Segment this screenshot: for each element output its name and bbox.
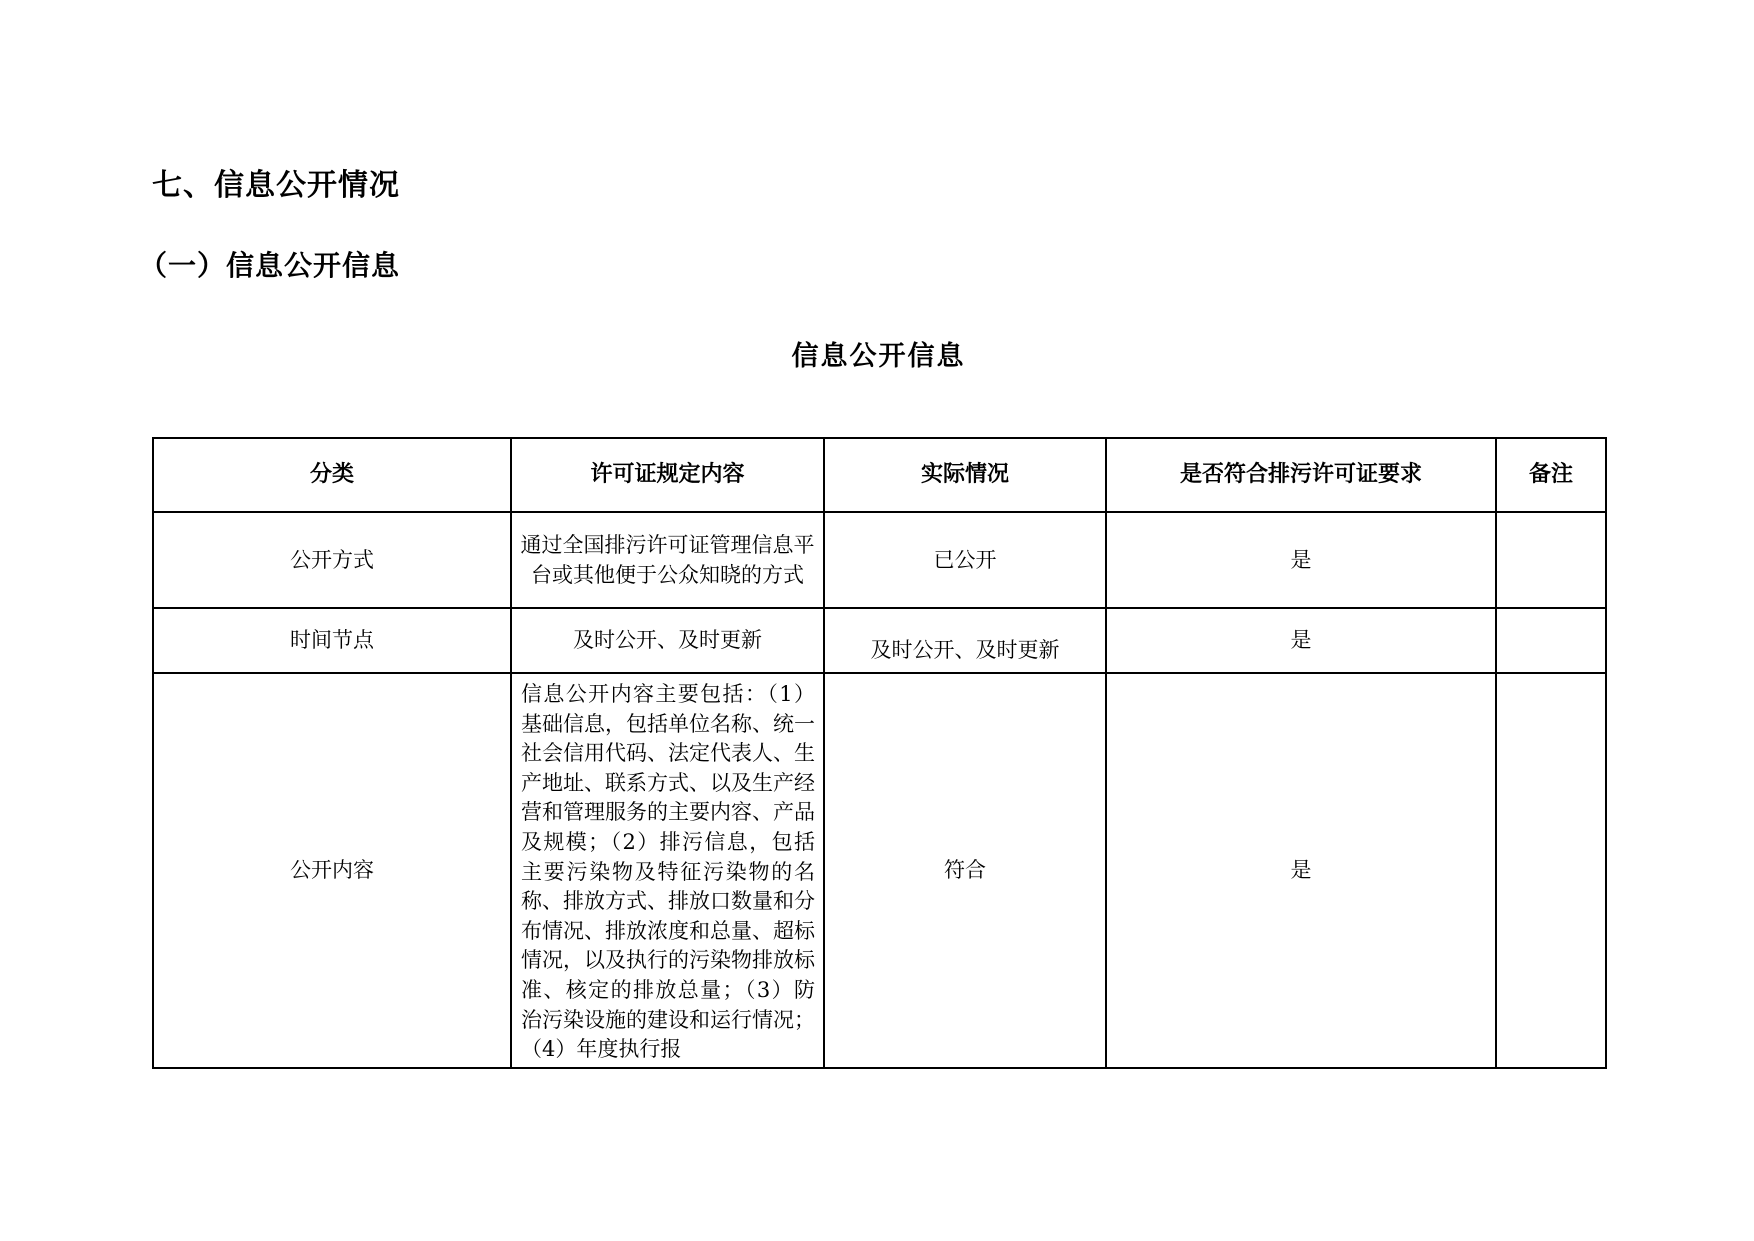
cell-compliant: 是 — [1106, 673, 1496, 1068]
table-row — [153, 673, 1606, 1068]
cell-compliant: 是 — [1106, 608, 1496, 673]
column-header-remark: 备注 — [1496, 438, 1606, 512]
table-header-row — [153, 438, 1606, 512]
table-title: 信息公开信息 — [791, 341, 966, 372]
cell-actual: 已公开 — [824, 512, 1106, 608]
cell-permit-content: 通过全国排污许可证管理信息平台或其他便于公众知晓的方式 — [511, 512, 824, 608]
cell-compliant: 是 — [1106, 512, 1496, 608]
column-header-permit-content: 许可证规定内容 — [511, 438, 824, 512]
table-row — [153, 512, 1606, 608]
cell-actual: 符合 — [824, 673, 1106, 1068]
cell-remark — [1496, 608, 1606, 673]
cell-actual: 及时公开、及时更新 — [824, 608, 1106, 673]
table-row — [153, 608, 1606, 673]
cell-permit-content: 及时公开、及时更新 — [511, 608, 824, 673]
cell-remark — [1496, 673, 1606, 1068]
cell-remark — [1496, 512, 1606, 608]
cell-category: 公开内容 — [153, 673, 511, 1068]
column-header-category: 分类 — [153, 438, 511, 512]
cell-category: 公开方式 — [153, 512, 511, 608]
cell-permit-content: 信息公开内容主要包括：（1）基础信息，包括单位名称、统一社会信用代码、法定代表人、生产地址、联系方式、以及生产经营和管理服务的主要内容、产品及规模；（2）排污信息，包括主要污染物及特征污染物的名称、排放方式、排放口数量和分布情况、排放浓度和总量、超标情况，以及执行的污染物排放标准、核定的排放总量；（3）防治污染设施的建设和运行情况；（4）年度执行报 — [511, 673, 824, 1068]
cell-category: 时间节点 — [153, 608, 511, 673]
info-disclosure-table — [152, 437, 1607, 1069]
column-header-compliant: 是否符合排污许可证要求 — [1106, 438, 1496, 512]
subsection-heading: （一）信息公开信息 — [139, 249, 401, 282]
section-heading: 七、信息公开情况 — [152, 168, 400, 203]
column-header-actual: 实际情况 — [824, 438, 1106, 512]
